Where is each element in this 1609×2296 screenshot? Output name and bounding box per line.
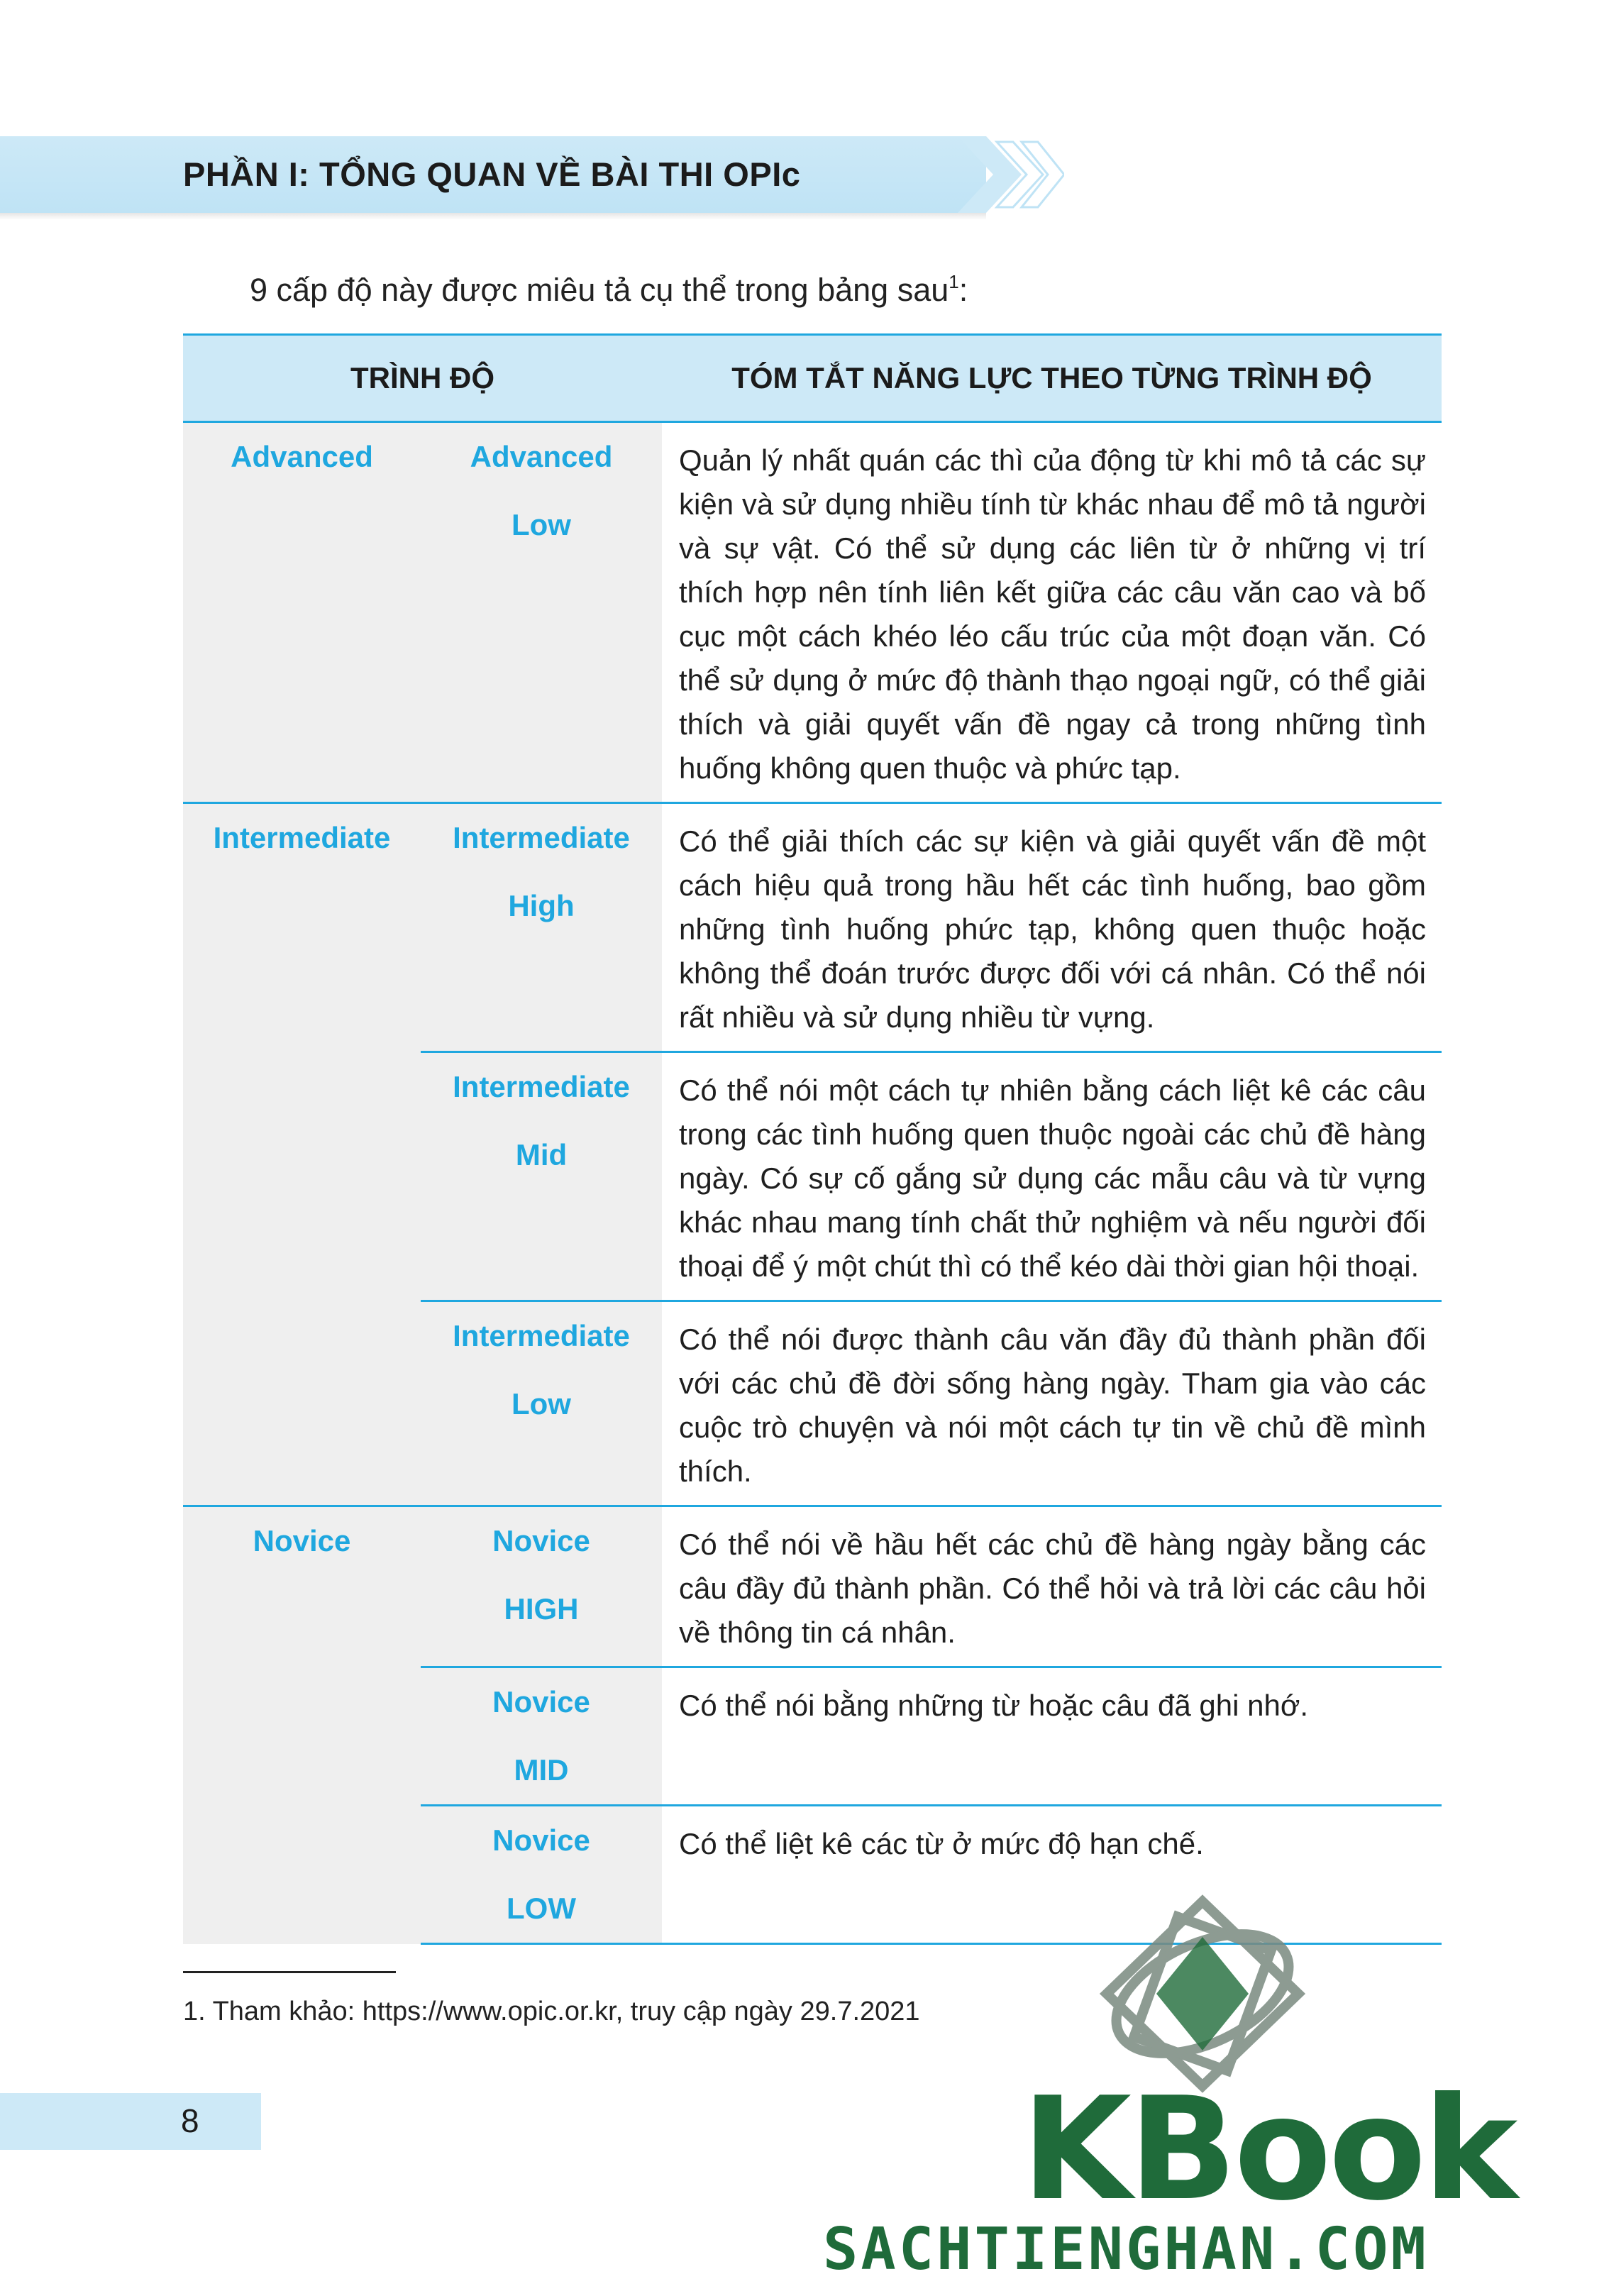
level-sub: MID [514,1753,569,1787]
level-name: Advanced [470,440,613,473]
group-cell [183,422,421,803]
level-name: Intermediate [453,1319,630,1352]
intro-text: 9 cấp độ này được miêu tả cụ thể trong bảng sau$^1$: [250,271,968,308]
group-cell [183,1506,421,1944]
level-sub: High [508,889,575,922]
description-cell [662,1052,1442,1301]
table-row [183,803,1442,1052]
level-cell [421,1301,662,1506]
level-sub: LOW [507,1892,576,1925]
watermark-brand: KBook [1022,2067,1515,2232]
level-sub: Low [512,508,571,541]
level-sub: Low [512,1387,571,1420]
group-name: Intermediate [213,821,391,854]
table-row [183,1506,1442,1667]
description-cell [662,1806,1442,1944]
double-chevron-icon [958,136,1064,213]
level-name: Intermediate [453,1070,630,1103]
level-name: Novice [492,1685,590,1718]
level-table [183,333,1442,1945]
level-cell [421,1806,662,1944]
description-cell [662,1667,1442,1806]
level-name: Novice [492,1823,590,1857]
watermark-site: SACHTIENGHAN.COM [823,2216,1429,2283]
level-sub: HIGH [504,1592,579,1626]
group-cell [183,803,421,1506]
section-title: PHẦN I: TỔNG QUAN VỀ BÀI THI OPIc [183,155,801,193]
level-name: Intermediate [453,821,630,854]
level-description: Quản lý nhất quán các thì của động từ khi mô tả các sự kiện và sử dụng nhiều tính từ khác nhau để mô tả người và sự vật. Có thể sử dụng các liên từ ở những vị trí thích hợp nên tính liên kết giữa các câu văn cao và bố cục một cách khéo léo cấu trúc của một đoạn văn. Có thể sử dụng ở mức độ thành thạo ngoại ngữ, có thể giải thích và giải quyết vấn đề ngay cả trong những tình huống không quen thuộc và phức tạp. [679,443,1426,785]
footnote: 1. Tham khảo: https://www.opic.or.kr, truy cập ngày 29.7.2021 [183,1997,920,2026]
level-cell [421,1052,662,1301]
level-description: Có thể liệt kê các từ ở mức độ hạn chế. [679,1827,1204,1860]
group-name: Novice [253,1524,351,1557]
level-cell [421,422,662,803]
footnote-divider [183,1971,396,1973]
page-number: 8 [181,2102,199,2139]
level-description: Có thể nói một cách tự nhiên bằng cách liệt kê các câu trong các tình huống quen thuộc ngoài các chủ đề hàng ngày. Có sự cố gắng sử dụng các mẫu câu và từ vựng khác nhau mang tính chất thử nghiệm và nếu người đối thoại để ý một chút thì có thể kéo dài thời gian hội thoại. [679,1074,1426,1283]
page-number-band [0,2093,261,2150]
level-cell [421,1506,662,1667]
footnote-ref: 1 [949,271,959,292]
header-summary: TÓM TẮT NĂNG LỰC THEO TỪNG TRÌNH ĐỘ [662,335,1442,422]
level-description: Có thể giải thích các sự kiện và giải quyết vấn đề một cách hiệu quả trong hầu hết các tình huống, bao gồm những tình huống phức tạp, không quen thuộc hoặc không thể đoán trước được đối với cá nhân. Có thể nói rất nhiều và sử dụng nhiều từ vựng. [679,824,1426,1034]
level-name: Novice [492,1524,590,1557]
level-description: Có thể nói bằng những từ hoặc câu đã ghi nhớ. [679,1689,1309,1722]
description-cell [662,1506,1442,1667]
header-level: TRÌNH ĐỘ [183,335,662,422]
table-row [183,422,1442,803]
group-name: Advanced [231,440,373,473]
level-sub: Mid [515,1138,568,1171]
level-description: Có thể nói được thành câu văn đầy đủ thành phần đối với các chủ đề đời sống hàng ngày. Tham gia vào các cuộc trò chuyện và nói một cách tự tin về chủ đề mình thích. [679,1323,1426,1488]
level-cell [421,1667,662,1806]
description-cell [662,803,1442,1052]
level-cell [421,803,662,1052]
description-cell [662,1301,1442,1506]
description-cell [662,422,1442,803]
level-description: Có thể nói về hầu hết các chủ đề hàng ngày bằng các câu đầy đủ thành phần. Có thể hỏi và trả lời các câu hỏi về thông tin cá nhân. [679,1528,1426,1649]
